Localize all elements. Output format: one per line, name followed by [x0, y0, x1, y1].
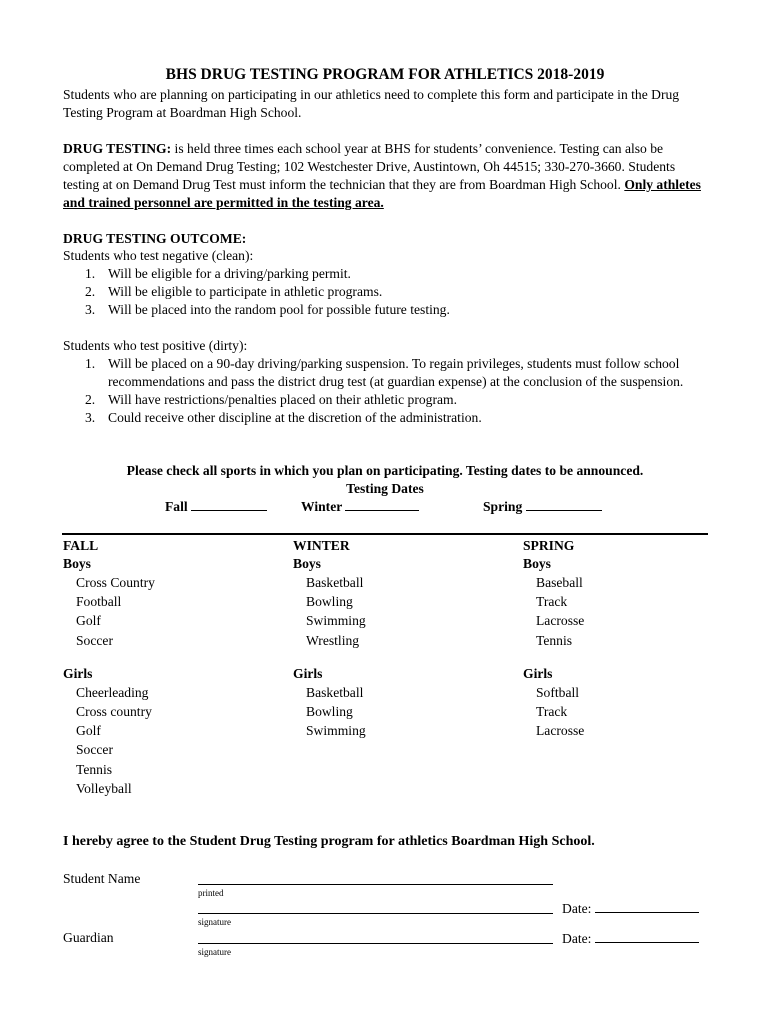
sport-option[interactable]: Volleyball — [76, 780, 132, 796]
spring-date-field[interactable] — [483, 497, 602, 516]
guardian-label: Guardian — [63, 930, 114, 945]
sport-option[interactable]: Softball — [536, 684, 580, 700]
list-item-text: Will have restrictions/penalties placed on their athletic program. — [108, 392, 457, 407]
list-number: 3. — [85, 302, 96, 317]
boys-heading: Boys — [63, 556, 91, 571]
sport-option[interactable]: Golf — [76, 613, 101, 629]
boys-heading: Boys — [293, 556, 321, 571]
negative-list — [63, 265, 713, 319]
list-item — [63, 283, 713, 301]
list-number: 2. — [85, 392, 96, 407]
intro-paragraph: Students who are planning on participating in our athletics need to complete this form and participate in the Drug Testing Program at Boardman High School. — [63, 87, 680, 120]
student-date-field[interactable] — [562, 899, 699, 918]
girls-heading: Girls — [523, 665, 553, 681]
list-item-text: Will be eligible for a driving/parking permit. — [108, 266, 351, 281]
section-divider — [62, 533, 708, 535]
sport-option[interactable]: Soccer — [76, 742, 113, 758]
fall-date-label: Fall — [165, 499, 188, 514]
sport-option[interactable]: Lacrosse — [536, 723, 585, 739]
sport-option[interactable]: Lacrosse — [536, 613, 585, 629]
sport-option[interactable]: Baseball — [536, 575, 583, 590]
spring-date-blank[interactable] — [526, 497, 602, 511]
sport-option[interactable]: Tennis — [76, 761, 113, 777]
guardian-signature-caption: signature — [198, 947, 231, 957]
sport-option[interactable]: Cross country — [76, 704, 152, 720]
drug-testing-paragraph — [63, 140, 713, 212]
winter-date-field[interactable] — [301, 497, 419, 516]
sport-option[interactable]: Swimming — [306, 613, 366, 629]
sport-option[interactable]: Track — [536, 594, 568, 610]
winter-column — [293, 537, 493, 740]
drug-testing-label: DRUG TESTING: — [63, 141, 172, 156]
sport-option[interactable]: Football — [76, 594, 122, 610]
sport-option[interactable]: Basketball — [306, 575, 364, 590]
season-heading: WINTER — [293, 538, 350, 553]
spring-date-label: Spring — [483, 499, 523, 514]
agreement-statement: I hereby agree to the Student Drug Testing program for athletics Boardman High School. — [63, 834, 595, 849]
winter-date-blank[interactable] — [345, 497, 419, 511]
list-item — [63, 409, 713, 427]
sport-option[interactable]: Track — [536, 704, 568, 720]
list-item-text: Will be eligible to participate in athletic programs. — [108, 284, 383, 299]
list-number: 3. — [85, 410, 96, 425]
list-number: 1. — [85, 266, 96, 281]
sport-option[interactable]: Cross Country — [76, 575, 155, 590]
testing-dates-heading: Testing Dates — [346, 481, 424, 496]
list-item — [63, 265, 713, 283]
sport-option[interactable]: Bowling — [306, 594, 353, 610]
student-printed-line[interactable] — [198, 884, 553, 885]
guardian-signature-line[interactable] — [198, 943, 553, 944]
instructions: Please check all sports in which you plan on participating. Testing dates to be announced. — [126, 463, 644, 478]
spring-column — [523, 537, 723, 740]
signature-caption: signature — [198, 917, 231, 927]
sport-option[interactable]: Golf — [76, 723, 101, 739]
date-blank[interactable] — [595, 899, 699, 913]
fall-date-blank[interactable] — [191, 497, 267, 511]
sport-option[interactable]: Wrestling — [306, 632, 360, 648]
outcome-heading: DRUG TESTING OUTCOME: — [63, 231, 247, 246]
girls-heading: Girls — [63, 665, 93, 681]
list-item-text: Could receive other discipline at the discretion of the administration. — [108, 410, 482, 425]
boys-heading: Boys — [523, 556, 551, 571]
list-item-text: Will be placed into the random pool for possible future testing. — [108, 302, 450, 317]
sport-option[interactable]: Basketball — [306, 684, 364, 700]
student-name-label: Student Name — [63, 871, 141, 886]
sport-option[interactable]: Cheerleading — [76, 684, 149, 700]
drug-testing-text: is held three times each school year at BHS for students’ convenience. Testing can also be completed at On Demand Drug Testing; 102 Westchester Drive, Austintown, Oh 44515; 330-270-3660. Students testing at on Demand Drug Test must inform the technician that they are from Boardman High School. — [63, 141, 676, 192]
printed-caption: printed — [198, 888, 224, 898]
list-item — [63, 355, 713, 391]
fall-date-field[interactable] — [165, 497, 267, 516]
date-blank[interactable] — [595, 929, 699, 943]
list-item — [63, 301, 713, 319]
girls-heading: Girls — [293, 665, 323, 681]
season-heading: SPRING — [523, 538, 575, 553]
student-signature-line[interactable] — [198, 913, 553, 914]
list-number: 1. — [85, 356, 96, 371]
sport-option[interactable]: Swimming — [306, 723, 366, 739]
date-label: Date: — [562, 931, 592, 946]
winter-date-label: Winter — [301, 499, 343, 514]
guardian-date-field[interactable] — [562, 929, 699, 948]
list-item — [63, 391, 713, 409]
positive-list — [63, 355, 713, 427]
season-heading: FALL — [63, 538, 99, 553]
positive-label: Students who test positive (dirty): — [63, 338, 248, 353]
page-title: BHS DRUG TESTING PROGRAM FOR ATHLETICS 2018-2019 — [165, 66, 605, 83]
list-number: 2. — [85, 284, 96, 299]
drug-testing-emphasis: Only athletes and trained personnel are permitted in the testing area. — [63, 177, 701, 210]
list-item-text: Will be placed on a 90-day driving/parking suspension. To regain privileges, students must follow school recommendations and pass the district drug test (at guardian expense) at the conclusion of the suspension. — [108, 356, 684, 389]
fall-column — [63, 537, 263, 798]
sport-option[interactable]: Tennis — [536, 632, 573, 648]
sport-option[interactable]: Soccer — [76, 632, 113, 648]
sport-option[interactable]: Bowling — [306, 704, 353, 720]
negative-label: Students who test negative (clean): — [63, 248, 254, 263]
date-label: Date: — [562, 901, 592, 916]
